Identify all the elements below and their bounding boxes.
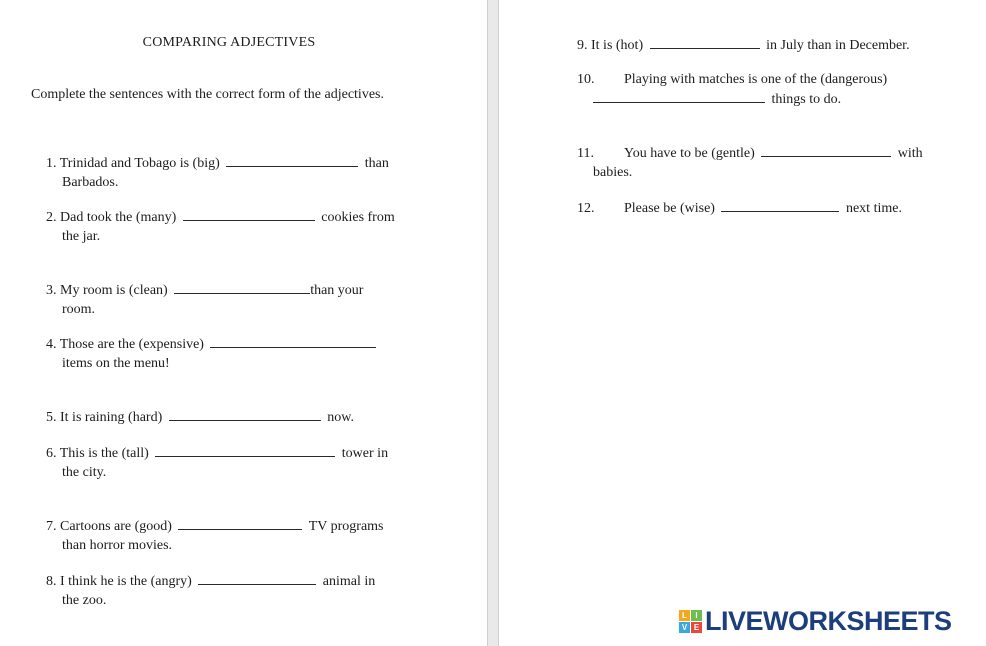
answer-blank[interactable] — [761, 143, 891, 157]
worksheet-title: COMPARING ADJECTIVES — [142, 35, 316, 50]
question-text: My room is (clean) — [60, 283, 168, 298]
question-text: This is the (tall) — [59, 446, 149, 461]
answer-blank[interactable] — [198, 571, 316, 585]
question-number: 7. — [46, 519, 57, 534]
question-text-after: in July than in December. — [766, 38, 910, 53]
question-continuation: the city. — [62, 465, 107, 480]
question-continuation: items on the menu! — [62, 356, 170, 371]
question-text-after: next time. — [845, 201, 902, 216]
answer-blank[interactable] — [226, 153, 358, 167]
question-text: I think he is the (angry) — [60, 574, 192, 589]
question-text: Dad took the (many) — [60, 210, 177, 225]
instructions-text: Complete the sentences with the correct form of the adjectives. — [31, 87, 384, 102]
question-11 — [577, 143, 957, 182]
question-8 — [46, 571, 426, 610]
question-text: Cartoons are (good) — [60, 519, 172, 534]
question-text-after: with — [897, 146, 923, 161]
answer-blank[interactable] — [169, 407, 321, 421]
question-7 — [46, 516, 426, 555]
answer-blank[interactable] — [174, 280, 310, 294]
question-text: Please be (wise) — [624, 201, 715, 216]
worksheet-page-left — [0, 0, 487, 646]
answer-blank[interactable] — [155, 443, 335, 457]
liveworksheets-logo-icon: L I V E — [679, 610, 702, 633]
question-continuation: babies. — [593, 165, 633, 180]
liveworksheets-logo — [679, 607, 952, 635]
question-9 — [577, 35, 957, 55]
question-3 — [46, 280, 426, 319]
question-text-after: TV programs — [308, 519, 384, 534]
answer-blank[interactable] — [178, 516, 302, 530]
question-number: 4. — [46, 337, 57, 352]
question-continuation: the zoo. — [62, 593, 107, 608]
question-number: 9. — [577, 38, 588, 53]
question-number: 3. — [46, 283, 57, 298]
question-continuation: the jar. — [62, 229, 101, 244]
liveworksheets-logo-text: LIVEWORKSHEETS — [705, 606, 952, 636]
question-text-after: cookies from — [321, 210, 395, 225]
question-continuation: things to do. — [771, 92, 842, 107]
question-text: Those are the (expensive) — [59, 337, 204, 352]
question-4 — [46, 334, 426, 373]
question-number: 5. — [46, 410, 57, 425]
question-continuation: Barbados. — [62, 175, 119, 190]
answer-blank[interactable] — [593, 89, 765, 103]
question-text-after: tower in — [341, 446, 389, 461]
question-number: 8. — [46, 574, 57, 589]
page-divider — [487, 0, 499, 646]
question-text-after: animal in — [322, 574, 376, 589]
question-12 — [577, 198, 957, 218]
question-text-after: than — [364, 156, 389, 171]
question-number: 1. — [46, 156, 57, 171]
question-number: 2. — [46, 210, 57, 225]
question-continuation: than horror movies. — [62, 538, 173, 553]
answer-blank[interactable] — [183, 207, 315, 221]
question-text: Playing with matches is one of the (dangerous) — [624, 72, 888, 87]
question-10 — [577, 70, 957, 109]
question-text: It is (hot) — [591, 38, 644, 53]
answer-blank[interactable] — [210, 334, 376, 348]
question-2 — [46, 207, 426, 246]
question-text: Trinidad and Tobago is (big) — [59, 156, 220, 171]
question-number: 10. — [577, 72, 595, 87]
question-number: 11. — [577, 146, 594, 161]
question-6 — [46, 443, 426, 482]
question-text-after: than your — [310, 283, 364, 298]
question-5 — [46, 407, 426, 427]
question-text: It is raining (hard) — [60, 410, 163, 425]
answer-blank[interactable] — [650, 35, 760, 49]
question-text-after: now. — [327, 410, 354, 425]
question-1 — [46, 153, 426, 192]
question-number: 12. — [577, 201, 595, 216]
question-text: You have to be (gentle) — [624, 146, 755, 161]
answer-blank[interactable] — [721, 198, 839, 212]
question-continuation: room. — [62, 302, 96, 317]
question-number: 6. — [46, 446, 57, 461]
